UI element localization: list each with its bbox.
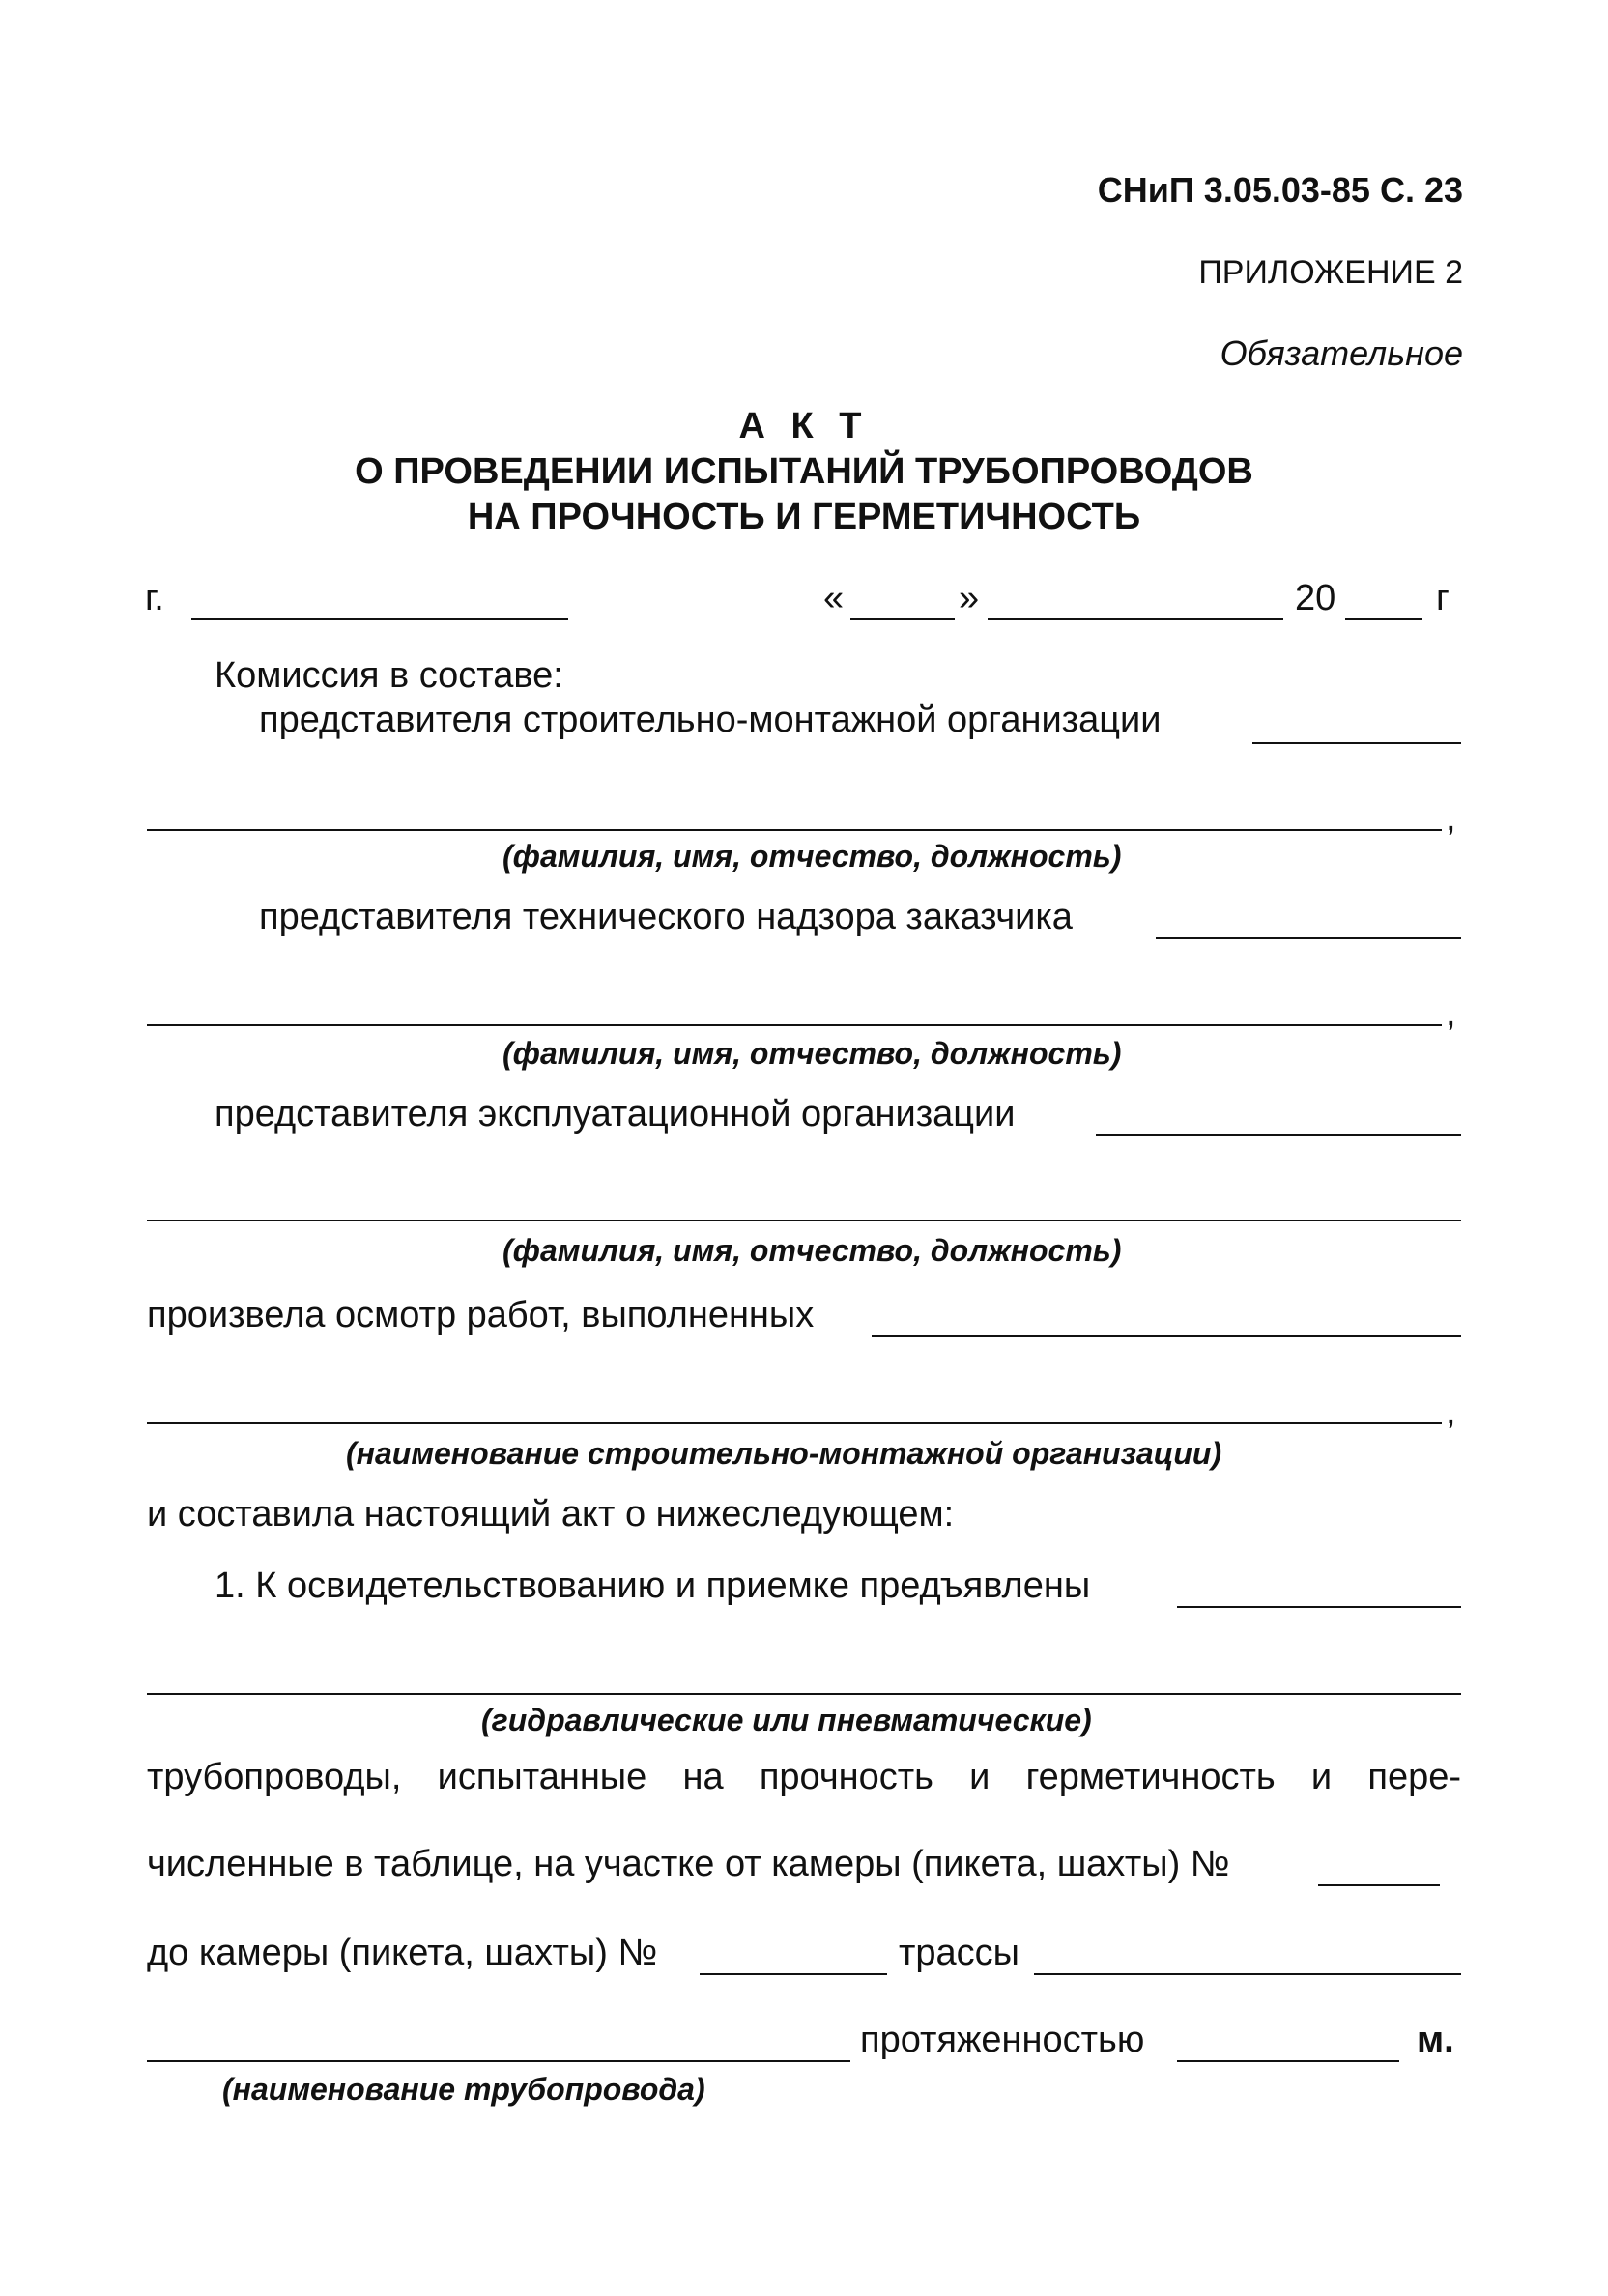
title-line-3: НА ПРОЧНОСТЬ И ГЕРМЕТИЧНОСТЬ [467, 497, 1141, 537]
para-line-3a: до камеры (пикета, шахты) № [147, 1933, 658, 1973]
rep-operation-label: представителя эксплуатационной организации [215, 1094, 1016, 1134]
rep-supervision-label: представителя технического надзора заказчика [259, 897, 1073, 937]
city-prefix: г. [145, 578, 164, 618]
rep-operation-blank[interactable] [1096, 1134, 1461, 1136]
inspection-blank[interactable] [872, 1335, 1461, 1337]
rep-construction-blank[interactable] [1252, 742, 1461, 744]
title-act: А К Т [738, 406, 870, 446]
rep-supervision-blank[interactable] [1156, 937, 1461, 939]
chamber-to-blank[interactable] [700, 1973, 887, 1975]
rep-construction-label: представителя строительно-монтажной организации [259, 700, 1162, 740]
quote-close: » [959, 578, 980, 618]
quote-open: « [823, 578, 845, 618]
length-label: протяженностью [860, 2020, 1145, 2060]
comma-2: , [1446, 993, 1456, 1034]
caption-person-1: (фамилия, имя, отчество, должность) [502, 839, 1122, 874]
length-unit: м. [1417, 2020, 1454, 2060]
title-line-2: О ПРОВЕДЕНИИ ИСПЫТАНИЙ ТРУБОПРОВОДОВ [355, 451, 1253, 492]
city-blank[interactable] [191, 618, 568, 620]
act-text: и составила настоящий акт о нижеследующем: [147, 1494, 955, 1535]
year-blank[interactable] [1345, 618, 1422, 620]
length-blank[interactable] [1177, 2060, 1399, 2062]
appendix-label: ПРИЛОЖЕНИЕ 2 [1198, 254, 1463, 291]
day-blank[interactable] [850, 618, 955, 620]
para-line-3b: трассы [899, 1933, 1019, 1973]
rep-supervision-name-blank[interactable] [147, 1024, 1442, 1026]
inspection-org-blank[interactable] [147, 1422, 1442, 1424]
chamber-from-blank[interactable] [1318, 1884, 1440, 1886]
caption-type: (гидравлические или пневматические) [481, 1703, 1092, 1737]
caption-pipeline: (наименование трубопровода) [222, 2072, 705, 2107]
year-suffix: г [1436, 578, 1450, 618]
item1-text: 1. К освидетельствованию и приемке предъявлены [215, 1565, 1091, 1606]
item1-blank[interactable] [1177, 1606, 1461, 1608]
comma-3: , [1446, 1392, 1456, 1432]
rep-operation-name-blank[interactable] [147, 1220, 1461, 1221]
caption-person-2: (фамилия, имя, отчество, должность) [502, 1036, 1122, 1071]
inspection-text: произвела осмотр работ, выполненных [147, 1295, 815, 1335]
month-blank[interactable] [988, 618, 1283, 620]
caption-person-3: (фамилия, имя, отчество, должность) [502, 1233, 1122, 1268]
year-prefix: 20 [1295, 578, 1336, 618]
comma-1: , [1446, 798, 1456, 839]
para-line-2: численные в таблице, на участке от камеры (пикета, шахты) № [147, 1844, 1230, 1884]
caption-org: (наименование строительно-монтажной организации) [346, 1436, 1222, 1471]
route-blank[interactable] [1034, 1973, 1461, 1975]
rep-construction-name-blank[interactable] [147, 829, 1442, 831]
item1-type-blank[interactable] [147, 1693, 1461, 1695]
pipeline-name-blank[interactable] [147, 2060, 850, 2062]
para-line-1: трубопроводы, испытанные на прочность и герметичность и пере- [147, 1757, 1461, 1797]
commission-intro: Комиссия в составе: [215, 655, 563, 696]
document-code: СНиП 3.05.03-85 С. 23 [1097, 170, 1463, 210]
mandatory-label: Обязательное [1220, 333, 1463, 373]
